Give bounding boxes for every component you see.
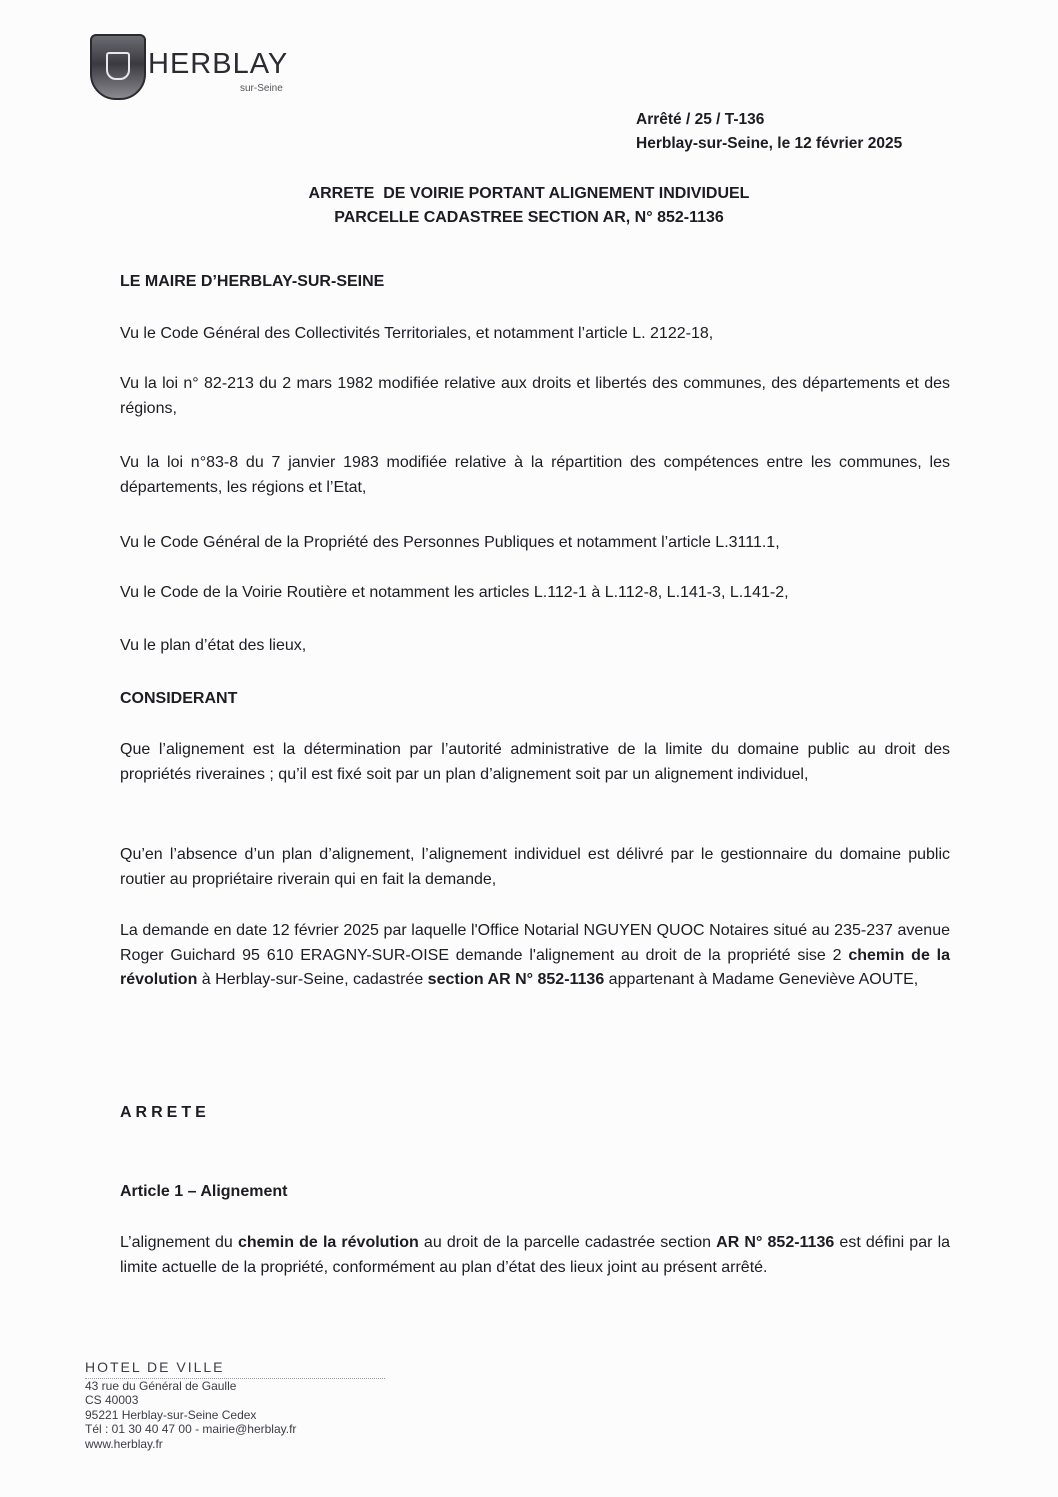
footer-address-2: CS 40003 (85, 1393, 139, 1407)
vu-loi-1982: Vu la loi n° 82-213 du 2 mars 1982 modifiée relative aux droits et libertés des communes, des départements et des régions, (120, 375, 950, 417)
considerant-demande (120, 919, 950, 993)
considerant-heading: CONSIDERANT (120, 690, 238, 707)
document-title (0, 182, 1058, 230)
footer-address-3: 95221 Herblay-sur-Seine Cedex (85, 1407, 257, 1422)
city-logo (90, 34, 330, 104)
demande-street: chemin de la révolution (120, 946, 951, 988)
article-1-street: chemin de la révolution (237, 1234, 419, 1251)
footer (85, 1360, 296, 1451)
title-line-2: PARCELLE CADASTREE SECTION AR, N° 852-1136 (334, 209, 724, 226)
article-1-title: Article 1 – Alignement (120, 1183, 288, 1200)
considerant-absence-plan: Qu’en l’absence d’un plan d’alignement, l’alignement individuel est délivré par le gestionnaire du domaine public routier au propriétaire riverain qui en fait la demande, (120, 846, 950, 888)
footer-title: HOTEL DE VILLE (85, 1359, 225, 1375)
mayor-heading: LE MAIRE D’HERBLAY-SUR-SEINE (120, 273, 385, 290)
vu-voirie-routiere: Vu le Code de la Voirie Routière et notamment les articles L.112-1 à L.112-8, L.141-3, L.141-2, (120, 584, 789, 601)
arrete-heading: ARRETE (120, 1104, 210, 1121)
demande-text-3: appartenant à Madame Geneviève AOUTE, (604, 971, 919, 988)
vu-cgct: Vu le Code Général des Collectivités Territoriales, et notamment l’article L. 2122-18, (120, 325, 714, 342)
title-line-1: ARRETE DE VOIRIE PORTANT ALIGNEMENT INDIVIDUEL (308, 185, 750, 202)
vu-loi-1983: Vu la loi n°83-8 du 7 janvier 1983 modifiée relative à la répartition des compétences entre les communes, les départements, les régions et l’Etat, (120, 454, 950, 496)
vu-cgppp: Vu le Code Général de la Propriété des Personnes Publiques et notamment l’article L.3111.1, (120, 534, 780, 551)
considerant-alignement: Que l’alignement est la détermination par l’autorité administrative de la limite du domaine public au droit des propriétés riveraines ; qu’il est fixé soit par un plan d’alignement soit par un alignement individuel, (120, 741, 950, 783)
article-1-text-2: au droit de la parcelle cadastrée section (418, 1234, 717, 1251)
arrete-reference: Arrêté / 25 / T-136 (636, 111, 765, 128)
city-crest-icon (90, 34, 146, 100)
article-1-text-3: est défini par la limite actuelle de la propriété, conformément au plan d’état des lieux joint au présent arrêté. (120, 1234, 951, 1276)
vu-plan-etat-des-lieux: Vu le plan d’état des lieux, (120, 637, 307, 654)
footer-contact: Tél : 01 30 40 47 00 - mairie@herblay.fr (85, 1422, 297, 1436)
footer-website: www.herblay.fr (85, 1436, 163, 1451)
article-1-text-1: L’alignement du (120, 1234, 238, 1251)
document-reference-block (636, 108, 902, 156)
article-1-text (120, 1231, 950, 1280)
demande-parcel: section AR N° 852-1136 (427, 971, 605, 988)
logo-name: HERBLAY (148, 48, 289, 80)
demande-text-1: La demande en date 12 février 2025 par laquelle l'Office Notarial NGUYEN QUOC Notaires situé au 235-237 avenue Roger Guichard 95 610 ERAGNY-SUR-OISE demande l'alignement au droit de la propriété sise 2 (120, 922, 950, 964)
article-1-parcel: AR N° 852-1136 (716, 1234, 835, 1251)
demande-text-2: à Herblay-sur-Seine, cadastrée (197, 971, 428, 988)
footer-address-1: 43 rue du Général de Gaulle (85, 1378, 237, 1393)
logo-subtitle: sur-Seine (240, 83, 283, 94)
place-and-date: Herblay-sur-Seine, le 12 février 2025 (636, 135, 903, 152)
